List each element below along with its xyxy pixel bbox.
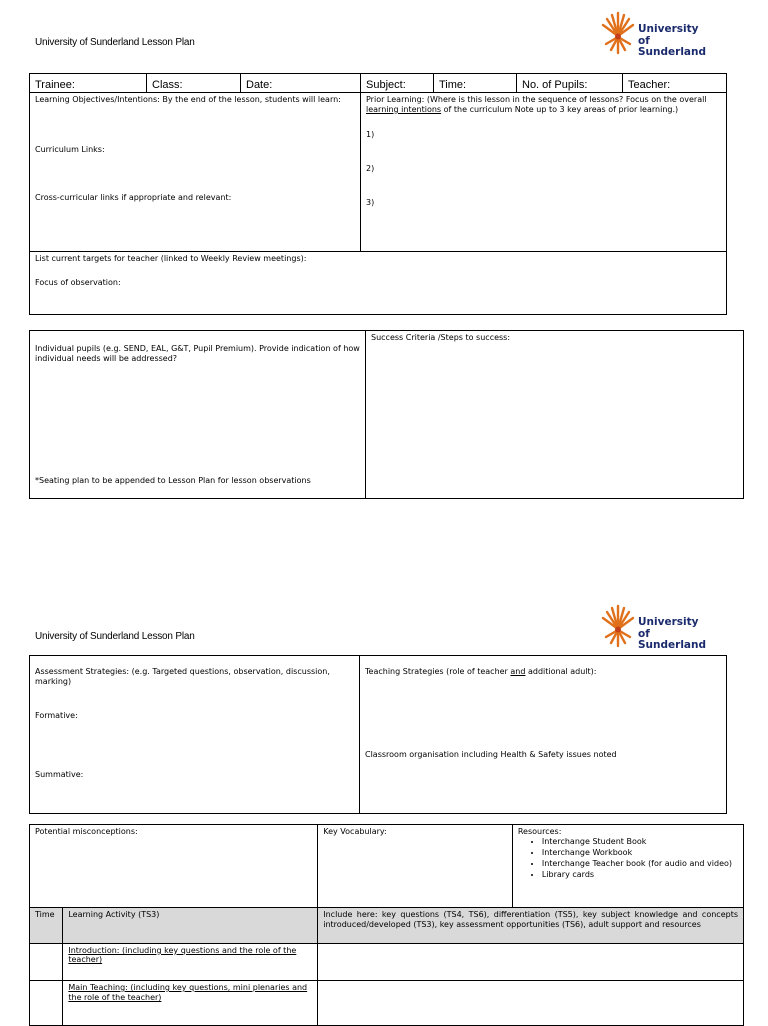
summative-label: Summative: bbox=[35, 770, 84, 779]
logo-text-line1: University of bbox=[638, 23, 699, 47]
resource-item: • Interchange Workbook bbox=[542, 847, 738, 858]
resources-label: Resources: bbox=[517, 827, 562, 836]
col-time-header: Time bbox=[30, 908, 63, 944]
assessment-label: Assessment Strategies: (e.g. Targeted questions, observation, discussion, marking) bbox=[35, 667, 330, 686]
learning-objectives-label: Learning Objectives/Intentions: By the end of the lesson, students will learn: bbox=[35, 95, 341, 104]
targets-label: List current targets for teacher (linked to Weekly Review meetings): bbox=[35, 254, 307, 263]
page2-title: University of Sunderland Lesson Plan bbox=[35, 631, 195, 642]
cross-curricular-label: Cross-curricular links if appropriate and relevant: bbox=[35, 193, 232, 202]
logo-text-line2: Sunderland bbox=[638, 46, 707, 58]
introduction-notes-cell[interactable] bbox=[318, 944, 744, 981]
trainee-field[interactable]: Trainee: bbox=[30, 74, 147, 93]
strategies-table bbox=[29, 655, 727, 814]
prior-learning-underlined: learning intentions bbox=[366, 105, 442, 114]
main-teaching-cell[interactable] bbox=[63, 981, 318, 1026]
university-logo-page2 bbox=[600, 603, 710, 649]
page-title: University of Sunderland Lesson Plan bbox=[35, 37, 195, 48]
prior-learning-label-cont: of the curriculum Note up to 3 key areas of prior learning.) bbox=[441, 105, 679, 114]
resource-item: • Interchange Teacher book (for audio and video) bbox=[542, 858, 738, 869]
logo-text-line2: Sunderland bbox=[638, 639, 707, 651]
pupils-success-table bbox=[29, 330, 744, 499]
teaching-label: Teaching Strategies (role of teacher bbox=[365, 667, 511, 676]
assessment-cell[interactable] bbox=[30, 656, 360, 814]
seating-plan-note: *Seating plan to be appended to Lesson Plan for lesson observations bbox=[35, 476, 311, 485]
teaching-cell[interactable] bbox=[360, 656, 727, 814]
main-teaching-label: Main Teaching: (including key questions, mini plenaries and the role of the teacher) bbox=[68, 983, 308, 1002]
col-include-header: Include here: key questions (TS4, TS6), differentiation (TS5), key subject knowledge and concepts introduced/developed (TS3), key assessment opportunities (TS6), adult support and resources bbox=[318, 908, 744, 944]
pupils-field[interactable]: No. of Pupils: bbox=[517, 74, 623, 93]
targets-cell[interactable] bbox=[30, 252, 727, 315]
sunburst-logo-icon bbox=[600, 603, 636, 649]
teaching-label-cont: additional adult): bbox=[525, 667, 597, 676]
logo-text-line1: University of bbox=[638, 616, 699, 640]
objectives-cell[interactable] bbox=[30, 93, 361, 252]
prior-item-3: 3) bbox=[366, 198, 375, 207]
main-teaching-notes-cell[interactable] bbox=[318, 981, 744, 1026]
focus-label: Focus of observation: bbox=[35, 278, 121, 287]
individual-pupils-label: Individual pupils (e.g. SEND, EAL, G&T, Pupil Premium). Provide indication of how individual needs will be addressed? bbox=[35, 344, 360, 363]
resource-item: • Library cards bbox=[542, 869, 738, 880]
resources-cell[interactable] bbox=[512, 825, 743, 908]
individual-pupils-cell[interactable] bbox=[30, 331, 366, 499]
resources-list bbox=[518, 836, 738, 880]
university-logo bbox=[600, 10, 710, 56]
time-field[interactable]: Time: bbox=[434, 74, 517, 93]
vocabulary-label: Key Vocabulary: bbox=[323, 827, 387, 836]
success-criteria-cell[interactable] bbox=[366, 331, 744, 499]
misconceptions-label: Potential misconceptions: bbox=[35, 827, 138, 836]
teacher-field[interactable]: Teacher: bbox=[623, 74, 727, 93]
introduction-label: Introduction: (including key questions and the role of the teacher) bbox=[68, 946, 297, 964]
subject-field[interactable]: Subject: bbox=[361, 74, 434, 93]
vocabulary-cell[interactable] bbox=[318, 825, 513, 908]
success-criteria-label: Success Criteria /Steps to success: bbox=[371, 333, 511, 342]
sunburst-logo-icon bbox=[600, 10, 636, 56]
lesson-details-table bbox=[29, 73, 727, 315]
class-field[interactable]: Class: bbox=[147, 74, 241, 93]
prior-learning-label: Prior Learning: (Where is this lesson in the sequence of lessons? Focus on the overall bbox=[366, 95, 707, 104]
classroom-organisation-label: Classroom organisation including Health & Safety issues noted bbox=[365, 750, 617, 759]
time-cell[interactable] bbox=[30, 981, 63, 1026]
date-field[interactable]: Date: bbox=[241, 74, 361, 93]
curriculum-links-label: Curriculum Links: bbox=[35, 145, 105, 154]
activity-table bbox=[29, 824, 744, 1026]
resource-item: • Interchange Student Book bbox=[542, 836, 738, 847]
introduction-cell[interactable] bbox=[63, 944, 318, 981]
col-activity-header: Learning Activity (TS3) bbox=[63, 908, 318, 944]
time-cell[interactable] bbox=[30, 944, 63, 981]
prior-item-2: 2) bbox=[366, 164, 375, 173]
teaching-and: and bbox=[510, 667, 526, 676]
prior-learning-cell[interactable] bbox=[361, 93, 727, 252]
formative-label: Formative: bbox=[35, 711, 78, 720]
misconceptions-cell[interactable] bbox=[30, 825, 318, 908]
prior-item-1: 1) bbox=[366, 130, 375, 139]
